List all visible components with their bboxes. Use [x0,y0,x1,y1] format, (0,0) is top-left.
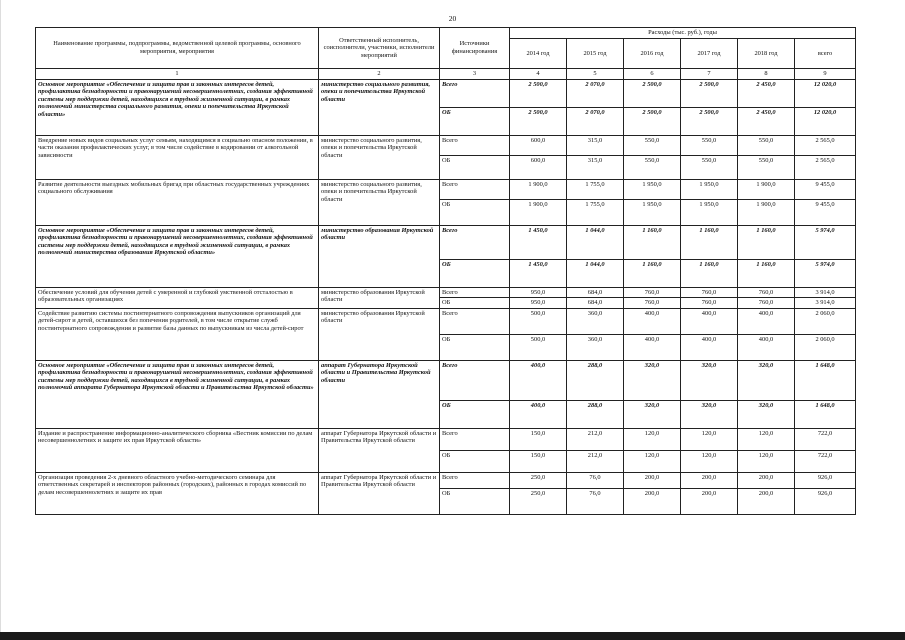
year-value-cell: 550,0 [681,135,738,155]
year-value-cell: 2 450,0 [738,79,795,107]
year-value-cell: 2 070,0 [567,107,624,135]
year-value-cell: 684,0 [567,298,624,309]
year-value-cell: 2 500,0 [510,79,567,107]
header-sources: Источники финансирования [440,28,510,69]
table-body [36,79,856,514]
table-row [36,428,856,450]
year-value-cell: 1 950,0 [681,179,738,199]
year-value-cell: 200,0 [738,488,795,514]
year-value-cell: 550,0 [624,155,681,179]
year-value-cell: 320,0 [624,400,681,428]
main-activity-name: Основное мероприятие «Обеспечение и защита прав и законных интересов детей, профилактика безнадзорности и правонарушений несовершеннолетних, создания эффективной системы мер поддержки детей, находящихся в трудной жизненной ситуации, в рамках полномочий министерства социального развития, опеки и попечительства Иркутской области» [36,79,319,135]
executor-cell: министерство образования Иркутской области [319,308,440,360]
year-value-cell: 760,0 [624,298,681,309]
activity-name: Содействие развитию системы постинтернатного сопровождения выпускников организаций для детей-сирот и детей, оставшихся без попечения родителей, в том числе открытие служб постинтернатного сопровождения и развитие базы данных по выпускникам из числа детей-сирот [36,308,319,360]
year-value-cell: 120,0 [738,428,795,450]
header-total: всего [795,39,856,69]
year-value-cell: 76,0 [567,472,624,488]
year-value-cell: 400,0 [738,308,795,334]
year-value-cell: 200,0 [681,488,738,514]
year-value-cell: 2 450,0 [738,107,795,135]
table-row [36,360,856,400]
executor-cell: министерство социального развития, опеки и попечительства Иркутской области [319,179,440,225]
funding-source-cell: Всего [440,287,510,298]
year-value-cell: 320,0 [681,400,738,428]
year-value-cell: 360,0 [567,308,624,334]
funding-source-cell: ОБ [440,107,510,135]
year-value-cell: 150,0 [510,450,567,472]
year-value-cell: 950,0 [510,298,567,309]
year-value-cell: 1 450,0 [510,259,567,287]
year-value-cell: 760,0 [681,298,738,309]
year-value-cell: 1 160,0 [738,259,795,287]
year-value-cell: 1 755,0 [567,179,624,199]
activity-name: Внедрение новых видов социальных услуг семьям, находящимся в социально опасном положении, в части оказания профилактических услуг, в том числе содействие в кодировании от алкогольной зависимости [36,135,319,179]
funding-source-cell: ОБ [440,199,510,225]
table-row [36,287,856,298]
year-value-cell: 1 900,0 [510,179,567,199]
activity-name: Обеспечение условий для обучения детей с умеренной и глубокой умственной отсталостью в образовательных организациях [36,287,319,308]
funding-source-cell: ОБ [440,334,510,360]
year-value-cell: 1 450,0 [510,225,567,259]
year-value-cell: 1 950,0 [681,199,738,225]
total-cell: 722,0 [795,428,856,450]
year-value-cell: 950,0 [510,287,567,298]
year-value-cell: 1 160,0 [738,225,795,259]
column-number: 2 [319,69,440,80]
year-value-cell: 550,0 [624,135,681,155]
year-value-cell: 400,0 [624,308,681,334]
total-cell: 5 974,0 [795,259,856,287]
funding-source-cell: Всего [440,179,510,199]
header-year: 2018 год [738,39,795,69]
header-name: Наименование программы, подпрограммы, ведомственной целевой программы, основного мероприятия, мероприятия [36,28,319,69]
executor-cell: министерство социального развития, опеки и попечительства Иркутской области [319,135,440,179]
year-value-cell: 1 900,0 [510,199,567,225]
year-value-cell: 120,0 [624,450,681,472]
column-number: 1 [36,69,319,80]
year-value-cell: 2 500,0 [624,107,681,135]
total-cell: 722,0 [795,450,856,472]
year-value-cell: 212,0 [567,428,624,450]
funding-source-cell: Всего [440,428,510,450]
year-value-cell: 1 755,0 [567,199,624,225]
year-value-cell: 315,0 [567,135,624,155]
total-cell: 2 565,0 [795,155,856,179]
year-value-cell: 760,0 [624,287,681,298]
total-cell: 12 020,0 [795,107,856,135]
total-cell: 9 455,0 [795,179,856,199]
table-row [36,225,856,259]
table-row [36,179,856,199]
column-number: 7 [681,69,738,80]
funding-source-cell: Всего [440,225,510,259]
funding-source-cell: Всего [440,472,510,488]
main-activity-name: Основное мероприятие «Обеспечение и защита прав и законных интересов детей, профилактика безнадзорности и правонарушений несовершеннолетних, создания эффективной системы мер поддержки детей, находящихся в трудной жизненной ситуации, в рамках полномочий аппарата Губернатора Иркутской области и Правительства Иркутской области» [36,360,319,428]
executor-cell: министерство образования Иркутской области [319,225,440,287]
total-cell: 2 565,0 [795,135,856,155]
year-value-cell: 1 160,0 [681,225,738,259]
total-cell: 5 974,0 [795,225,856,259]
scan-edge [0,0,1,640]
year-value-cell: 1 950,0 [624,179,681,199]
total-cell: 926,0 [795,472,856,488]
year-value-cell: 2 500,0 [510,107,567,135]
total-cell: 12 020,0 [795,79,856,107]
main-activity-name: Основное мероприятие «Обеспечение и защита прав и законных интересов детей, профилактика безнадзорности и правонарушений несовершеннолетних, создания эффективной системы мер поддержки детей, находящихся в трудной жизненной ситуации, в рамках полномочий министерства образования Иркутской области» [36,225,319,287]
year-value-cell: 400,0 [681,308,738,334]
year-value-cell: 1 044,0 [567,225,624,259]
table-row [36,308,856,334]
funding-source-cell: ОБ [440,488,510,514]
year-value-cell: 400,0 [738,334,795,360]
table-row [36,135,856,155]
year-value-cell: 120,0 [624,428,681,450]
scan-bottom-edge [0,632,905,640]
year-value-cell: 400,0 [681,334,738,360]
activity-name: Развитие деятельности выездных мобильных бригад при областных государственных учреждениях социального обслуживания [36,179,319,225]
year-value-cell: 2 070,0 [567,79,624,107]
year-value-cell: 288,0 [567,360,624,400]
year-value-cell: 212,0 [567,450,624,472]
year-value-cell: 550,0 [681,155,738,179]
header-year: 2015 год [567,39,624,69]
year-value-cell: 250,0 [510,488,567,514]
column-number: 5 [567,69,624,80]
column-number: 3 [440,69,510,80]
year-value-cell: 200,0 [624,488,681,514]
funding-source-cell: Всего [440,360,510,400]
year-value-cell: 320,0 [624,360,681,400]
executor-cell: министерство образования Иркутской области [319,287,440,308]
activity-name: Организация проведения 2-х дневного областного учебно-методического семинара для ответственных секретарей и инспекторов районных (городских), районных в городах комиссий по делам несовершеннолетних и защите их прав [36,472,319,514]
year-value-cell: 1 950,0 [624,199,681,225]
year-value-cell: 315,0 [567,155,624,179]
year-value-cell: 550,0 [738,155,795,179]
year-value-cell: 2 500,0 [624,79,681,107]
funding-source-cell: ОБ [440,450,510,472]
year-value-cell: 684,0 [567,287,624,298]
activity-name: Издание и распространение информационно-аналитического сборника «Вестник комиссии по делам несовершеннолетних и защите их прав Иркутской области» [36,428,319,472]
year-value-cell: 1 900,0 [738,179,795,199]
year-value-cell: 150,0 [510,428,567,450]
year-value-cell: 120,0 [738,450,795,472]
year-value-cell: 500,0 [510,308,567,334]
year-value-cell: 600,0 [510,135,567,155]
year-value-cell: 288,0 [567,400,624,428]
year-value-cell: 250,0 [510,472,567,488]
year-value-cell: 320,0 [681,360,738,400]
year-value-cell: 550,0 [738,135,795,155]
funding-source-cell: Всего [440,308,510,334]
year-value-cell: 200,0 [681,472,738,488]
year-value-cell: 600,0 [510,155,567,179]
year-value-cell: 1 160,0 [624,259,681,287]
year-value-cell: 1 900,0 [738,199,795,225]
total-cell: 9 455,0 [795,199,856,225]
year-value-cell: 360,0 [567,334,624,360]
header-expenses: Расходы (тыс. руб.), годы [510,28,856,39]
executor-cell: министерство социального развития, опеки и попечительства Иркутской области [319,79,440,135]
total-cell: 2 060,0 [795,334,856,360]
year-value-cell: 760,0 [738,287,795,298]
year-value-cell: 2 500,0 [681,107,738,135]
year-value-cell: 120,0 [681,428,738,450]
column-number: 4 [510,69,567,80]
year-value-cell: 200,0 [624,472,681,488]
total-cell: 1 648,0 [795,400,856,428]
column-number: 6 [624,69,681,80]
header-year: 2014 год [510,39,567,69]
year-value-cell: 1 044,0 [567,259,624,287]
total-cell: 3 914,0 [795,287,856,298]
total-cell: 1 648,0 [795,360,856,400]
year-value-cell: 120,0 [681,450,738,472]
executor-cell: аппарат Губернатора Иркутской области и Правительства Иркутской области [319,428,440,472]
budget-table [35,27,856,515]
year-value-cell: 400,0 [624,334,681,360]
funding-source-cell: Всего [440,79,510,107]
year-value-cell: 320,0 [738,400,795,428]
year-value-cell: 2 500,0 [681,79,738,107]
funding-source-cell: Всего [440,135,510,155]
year-value-cell: 1 160,0 [681,259,738,287]
total-cell: 2 060,0 [795,308,856,334]
year-value-cell: 200,0 [738,472,795,488]
header-executor: Ответственный исполнитель, соисполнители, участники, исполнители мероприятий [319,28,440,69]
column-number: 8 [738,69,795,80]
funding-source-cell: ОБ [440,298,510,309]
table-row [36,79,856,107]
funding-source-cell: ОБ [440,259,510,287]
header-year: 2016 год [624,39,681,69]
year-value-cell: 76,0 [567,488,624,514]
executor-cell: аппарат Губернатора Иркутской области и Правительства Иркутской области [319,360,440,428]
executor-cell: аппарат Губернатора Иркутской области и Правительства Иркутской области [319,472,440,514]
total-cell: 926,0 [795,488,856,514]
funding-source-cell: ОБ [440,155,510,179]
year-value-cell: 400,0 [510,360,567,400]
column-number: 9 [795,69,856,80]
funding-source-cell: ОБ [440,400,510,428]
year-value-cell: 320,0 [738,360,795,400]
year-value-cell: 1 160,0 [624,225,681,259]
table-row [36,472,856,488]
year-value-cell: 760,0 [681,287,738,298]
header-year: 2017 год [681,39,738,69]
year-value-cell: 760,0 [738,298,795,309]
year-value-cell: 500,0 [510,334,567,360]
total-cell: 3 914,0 [795,298,856,309]
year-value-cell: 400,0 [510,400,567,428]
page-number: 20 [448,14,457,23]
